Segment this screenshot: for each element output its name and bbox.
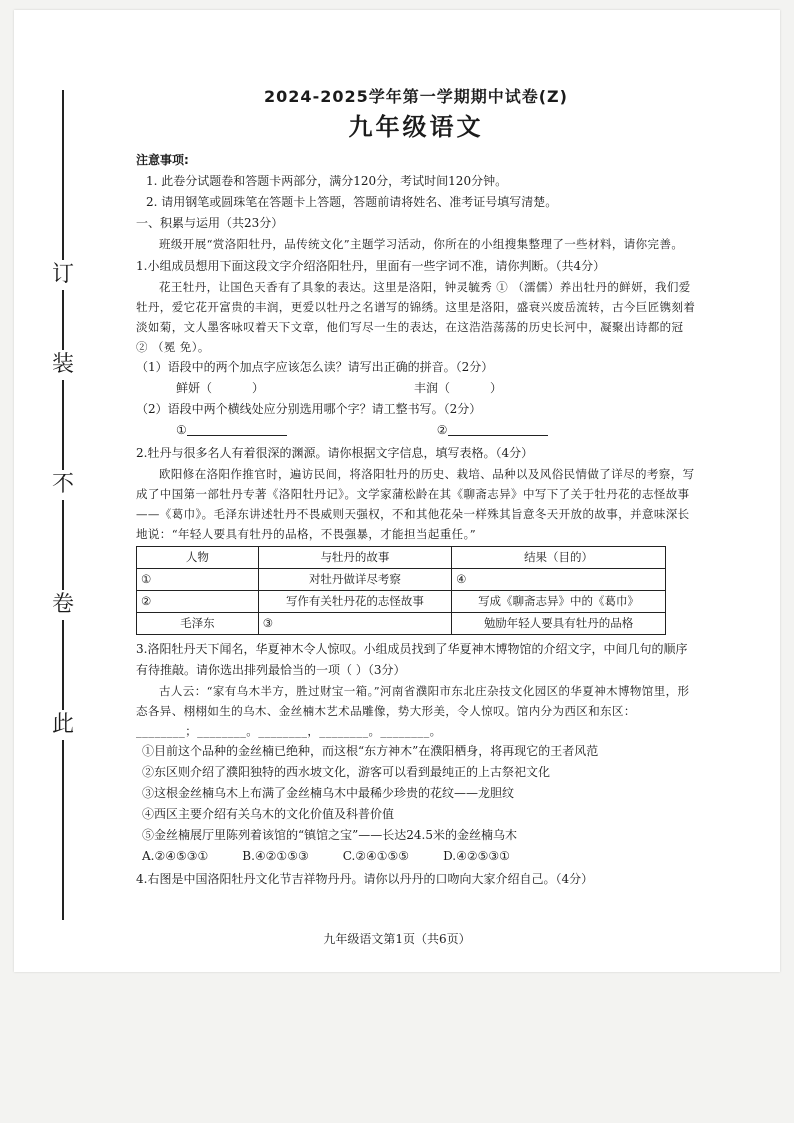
option-item: ③这根金丝楠乌木上布满了金丝楠乌木中最稀少珍贵的花纹——龙胆纹 [142, 786, 515, 800]
binding-char: 此 [48, 710, 78, 740]
option-item: ④西区主要介绍有关乌木的文化价值及科普价值 [142, 807, 395, 821]
table-header-row [137, 547, 666, 569]
question-3-stem: 3.洛阳牡丹天下闻名，华夏神木令人惊叹。小组成员找到了华夏神木博物馆的介绍文字，中间几句的顺序有待推敲。请你选出排列最恰当的一项（ ）（3分） [136, 642, 688, 677]
binding-char: 不 [48, 470, 78, 500]
table-row [137, 569, 666, 591]
section-title: 一、积累与运用（共23分） [136, 216, 284, 230]
exam-content [136, 86, 696, 890]
question-1-sub1: （1）语段中的两个加点字应该怎么读？请写出正确的拼音。（2分） [136, 360, 494, 374]
pinyin-item: 丰润（ ） [414, 381, 503, 395]
table-cell: 对牡丹做详尽考察 [258, 569, 451, 591]
question-2-passage: 欧阳修在洛阳作推官时，遍访民间，将洛阳牡丹的历史、栽培、品种以及风俗民情做了详尽的考察，写成了中国第一部牡丹专著《洛阳牡丹记》。文学家蒲松龄在其《聊斋志异》中写下了关于牡丹花的志怪故事——《葛巾》。毛泽东讲述牡丹不畏威则天强权，不和其他花朵一样殊其旨意冬天开放的故事，并意味深长地说：“年轻人要具有牡丹的品格，不畏强暴，才能担当起重任。” [136, 467, 695, 541]
table-cell[interactable]: ① [137, 569, 259, 591]
table-cell[interactable]: ④ [452, 569, 666, 591]
answer-blank[interactable]: ① [176, 420, 287, 441]
table-header: 结果（目的） [452, 547, 666, 569]
question-1-sub2: （2）语段中两个横线处应分别选用哪个字？请工整书写。（2分） [136, 402, 482, 416]
option-item: ①目前这个品种的金丝楠已绝种，而这根“东方神木”在濮阳栖身，将再现它的王者风范 [142, 744, 599, 758]
choice-d[interactable]: D.④②⑤③① [443, 849, 510, 863]
table-row [137, 613, 666, 635]
pinyin-row [136, 378, 696, 399]
table-cell: 写作有关牡丹花的志怪故事 [258, 591, 451, 613]
binding-char: 卷 [48, 590, 78, 620]
table-row [137, 591, 666, 613]
table-header: 人物 [137, 547, 259, 569]
question-3-passage: 古人云：“家有乌木半方，胜过财宝一箱。”河南省濮阳市东北庄杂技文化园区的华夏神木博物馆里，形态各异、栩栩如生的乌木、金丝楠木艺术品雕像，势大形美，令人惊叹。馆内分为西区和东区：________；________。________，________。________。 [136, 684, 690, 738]
binding-char: 订 [48, 260, 78, 290]
exam-title: 2024-2025学年第一学期期中试卷(Z) [264, 87, 568, 106]
question-2-stem: 2.牡丹与很多名人有着很深的渊源。请你根据文字信息，填写表格。（4分） [136, 446, 534, 460]
binding-margin [40, 90, 86, 920]
choice-b[interactable]: B.④②①⑤③ [242, 849, 309, 863]
table-cell: 写成《聊斋志异》中的《葛巾》 [452, 591, 666, 613]
binding-line [62, 90, 65, 920]
table-header: 与牡丹的故事 [258, 547, 451, 569]
option-item: ②东区则介绍了濮阳独特的西水坡文化，游客可以看到最纯正的上古祭祀文化 [142, 765, 551, 779]
question-1-passage: 花王牡丹，让国色天香有了具象的表达。这里是洛阳，钟灵毓秀 ① （濡儒）养出牡丹的鲜妍，我们爱牡丹，爱它花开富贵的丰润，更爱以牡丹之名谱写的锦绣。这里是洛阳，盛衰兴废岳流转，古今巨匠镌刻着淡如菊，文人墨客咏叹着天下文章，他们写尽一生的表达，在这浩浩荡荡的历史长河中，凝聚出诗都的冠 ② （冕 免）。 [136, 280, 696, 354]
subject-title: 九年级语文 [348, 113, 484, 141]
table-cell: 勉励年轻人要具有牡丹的品格 [452, 613, 666, 635]
answer-row [136, 420, 696, 441]
table-cell[interactable]: ③ [258, 613, 451, 635]
binding-char: 装 [48, 350, 78, 380]
pinyin-item: 鲜妍（ ） [176, 381, 265, 395]
notice-item: 1. 此卷分试题卷和答题卡两部分，满分120分，考试时间120分钟。 [146, 174, 508, 188]
option-item: ⑤金丝楠展厅里陈列着该馆的“镇馆之宝”——长达24.5米的金丝楠乌木 [142, 828, 517, 842]
page-footer: 九年级语文第1页（共6页） [323, 932, 471, 946]
choice-a[interactable]: A.②④⑤③① [142, 849, 209, 863]
notice-heading: 注意事项: [136, 153, 189, 167]
section-intro: 班级开展“赏洛阳牡丹，品传统文化”主题学习活动，你所在的小组搜集整理了一些材料，请你完善。 [159, 237, 684, 251]
table-cell: 毛泽东 [137, 613, 259, 635]
answer-table [136, 546, 666, 635]
question-4-stem: 4.右图是中国洛阳牡丹文化节吉祥物丹丹。请你以丹丹的口吻向大家介绍自己。（4分） [136, 872, 594, 886]
choice-row [136, 846, 696, 867]
choice-c[interactable]: C.②④①⑤⑤ [342, 849, 410, 863]
table-cell[interactable]: ② [137, 591, 259, 613]
notice-item: 2. 请用钢笔或圆珠笔在答题卡上答题，答题前请将姓名、准考证号填写清楚。 [146, 195, 558, 209]
answer-blank[interactable]: ② [437, 420, 548, 441]
question-1-stem: 1.小组成员想用下面这段文字介绍洛阳牡丹，里面有一些字词不准，请你判断。（共4分） [136, 259, 606, 273]
